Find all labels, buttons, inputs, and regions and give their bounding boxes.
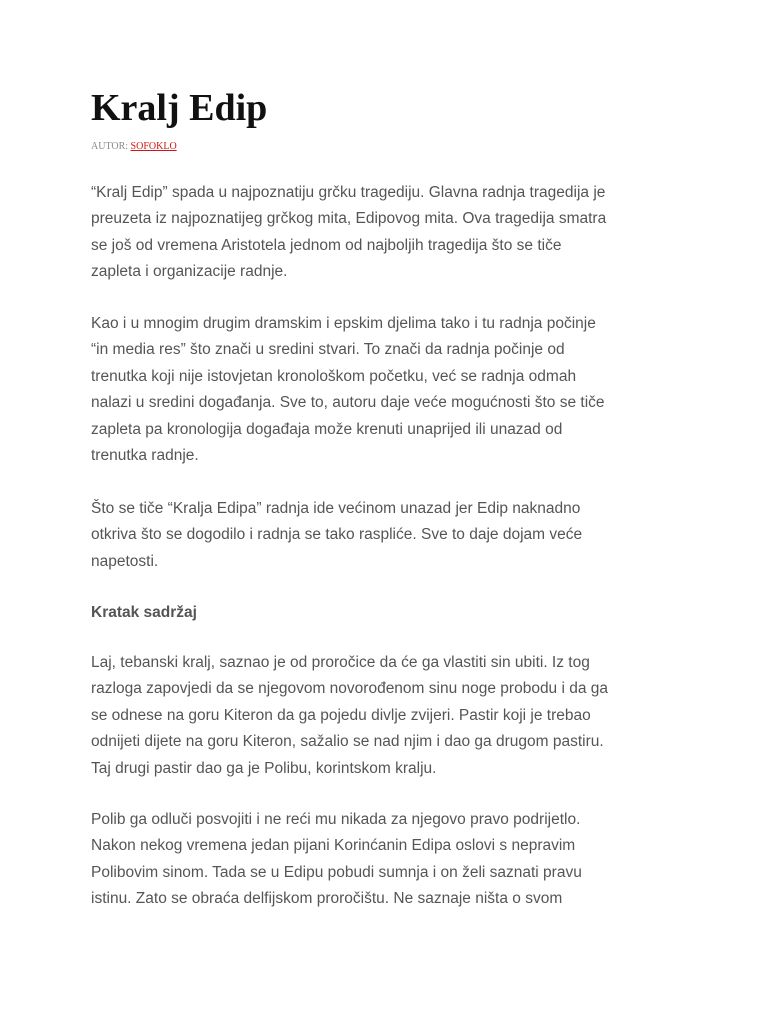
section-heading-text: Kratak sadržaj (91, 604, 197, 621)
author-link[interactable]: SOFOKLO (130, 141, 177, 152)
section-heading (91, 600, 691, 626)
author-line (91, 140, 177, 154)
page-title: Kralj Edip (91, 87, 268, 129)
paragraph: Laj, tebanski kralj, saznao je od proročice da će ga vlastiti sin ubiti. Iz tog razloga zapovjedi da se njegovom novorođenom sinu noge probodu i da ga se odnese na goru Kiteron da ga pojedu divlje zvijeri. Pastir koji je trebao odnijeti dijete na goru Kiteron, sažalio se nad njim i dao ga drugom pastiru. Taj drugi pastir dao ga je Polibu, korintskom kralju. (91, 654, 609, 777)
paragraph: Što se tiče “Kralja Edipa” radnja ide većinom unazad jer Edip naknadno otkriva što se dogodilo i radnja se tako raspliće. Sve to daje dojam veće napetosti. (91, 500, 583, 570)
summary-paragraph-2 (91, 807, 691, 913)
author-label: AUTOR: (91, 141, 131, 152)
intro-paragraph-1 (91, 180, 691, 286)
summary-paragraph-1 (91, 650, 691, 782)
paragraph: Polib ga odluči posvojiti i ne reći mu nikada za njegovo pravo podrijetlo. Nakon nekog vremena jedan pijani Korinćanin Edipa oslovi s nepravim Polibovim sinom. Tada se u Edipu pobudi sumnja i on želi saznati pravu istinu. Zato se obraća delfijskom proročištu. Ne saznaje ništa o svom (91, 811, 582, 908)
paragraph: Kao i u mnogim drugim dramskim i epskim djelima tako i tu radnja počinje “in media res” što znači u sredini stvari. To znači da radnja počinje od trenutka koji nije istovjetan kronološkom početku, već se radnja odmah nalazi u sredini događanja. Sve to, autoru daje veće mogućnosti što se tiče zapleta pa kronologija događaja može krenuti unaprijed ili unazad od trenutka radnje. (91, 315, 605, 465)
intro-paragraph-2 (91, 311, 691, 469)
intro-paragraph-3 (91, 496, 691, 575)
paragraph: “Kralj Edip” spada u najpoznatiju grčku tragediju. Glavna radnja tragedija je preuzeta iz najpoznatijeg grčkog mita, Edipovog mita. Ova tragedija smatra se još od vremena Aristotela jednom od najboljih tragedija što se tiče zapleta i organizacije radnje. (91, 184, 607, 281)
